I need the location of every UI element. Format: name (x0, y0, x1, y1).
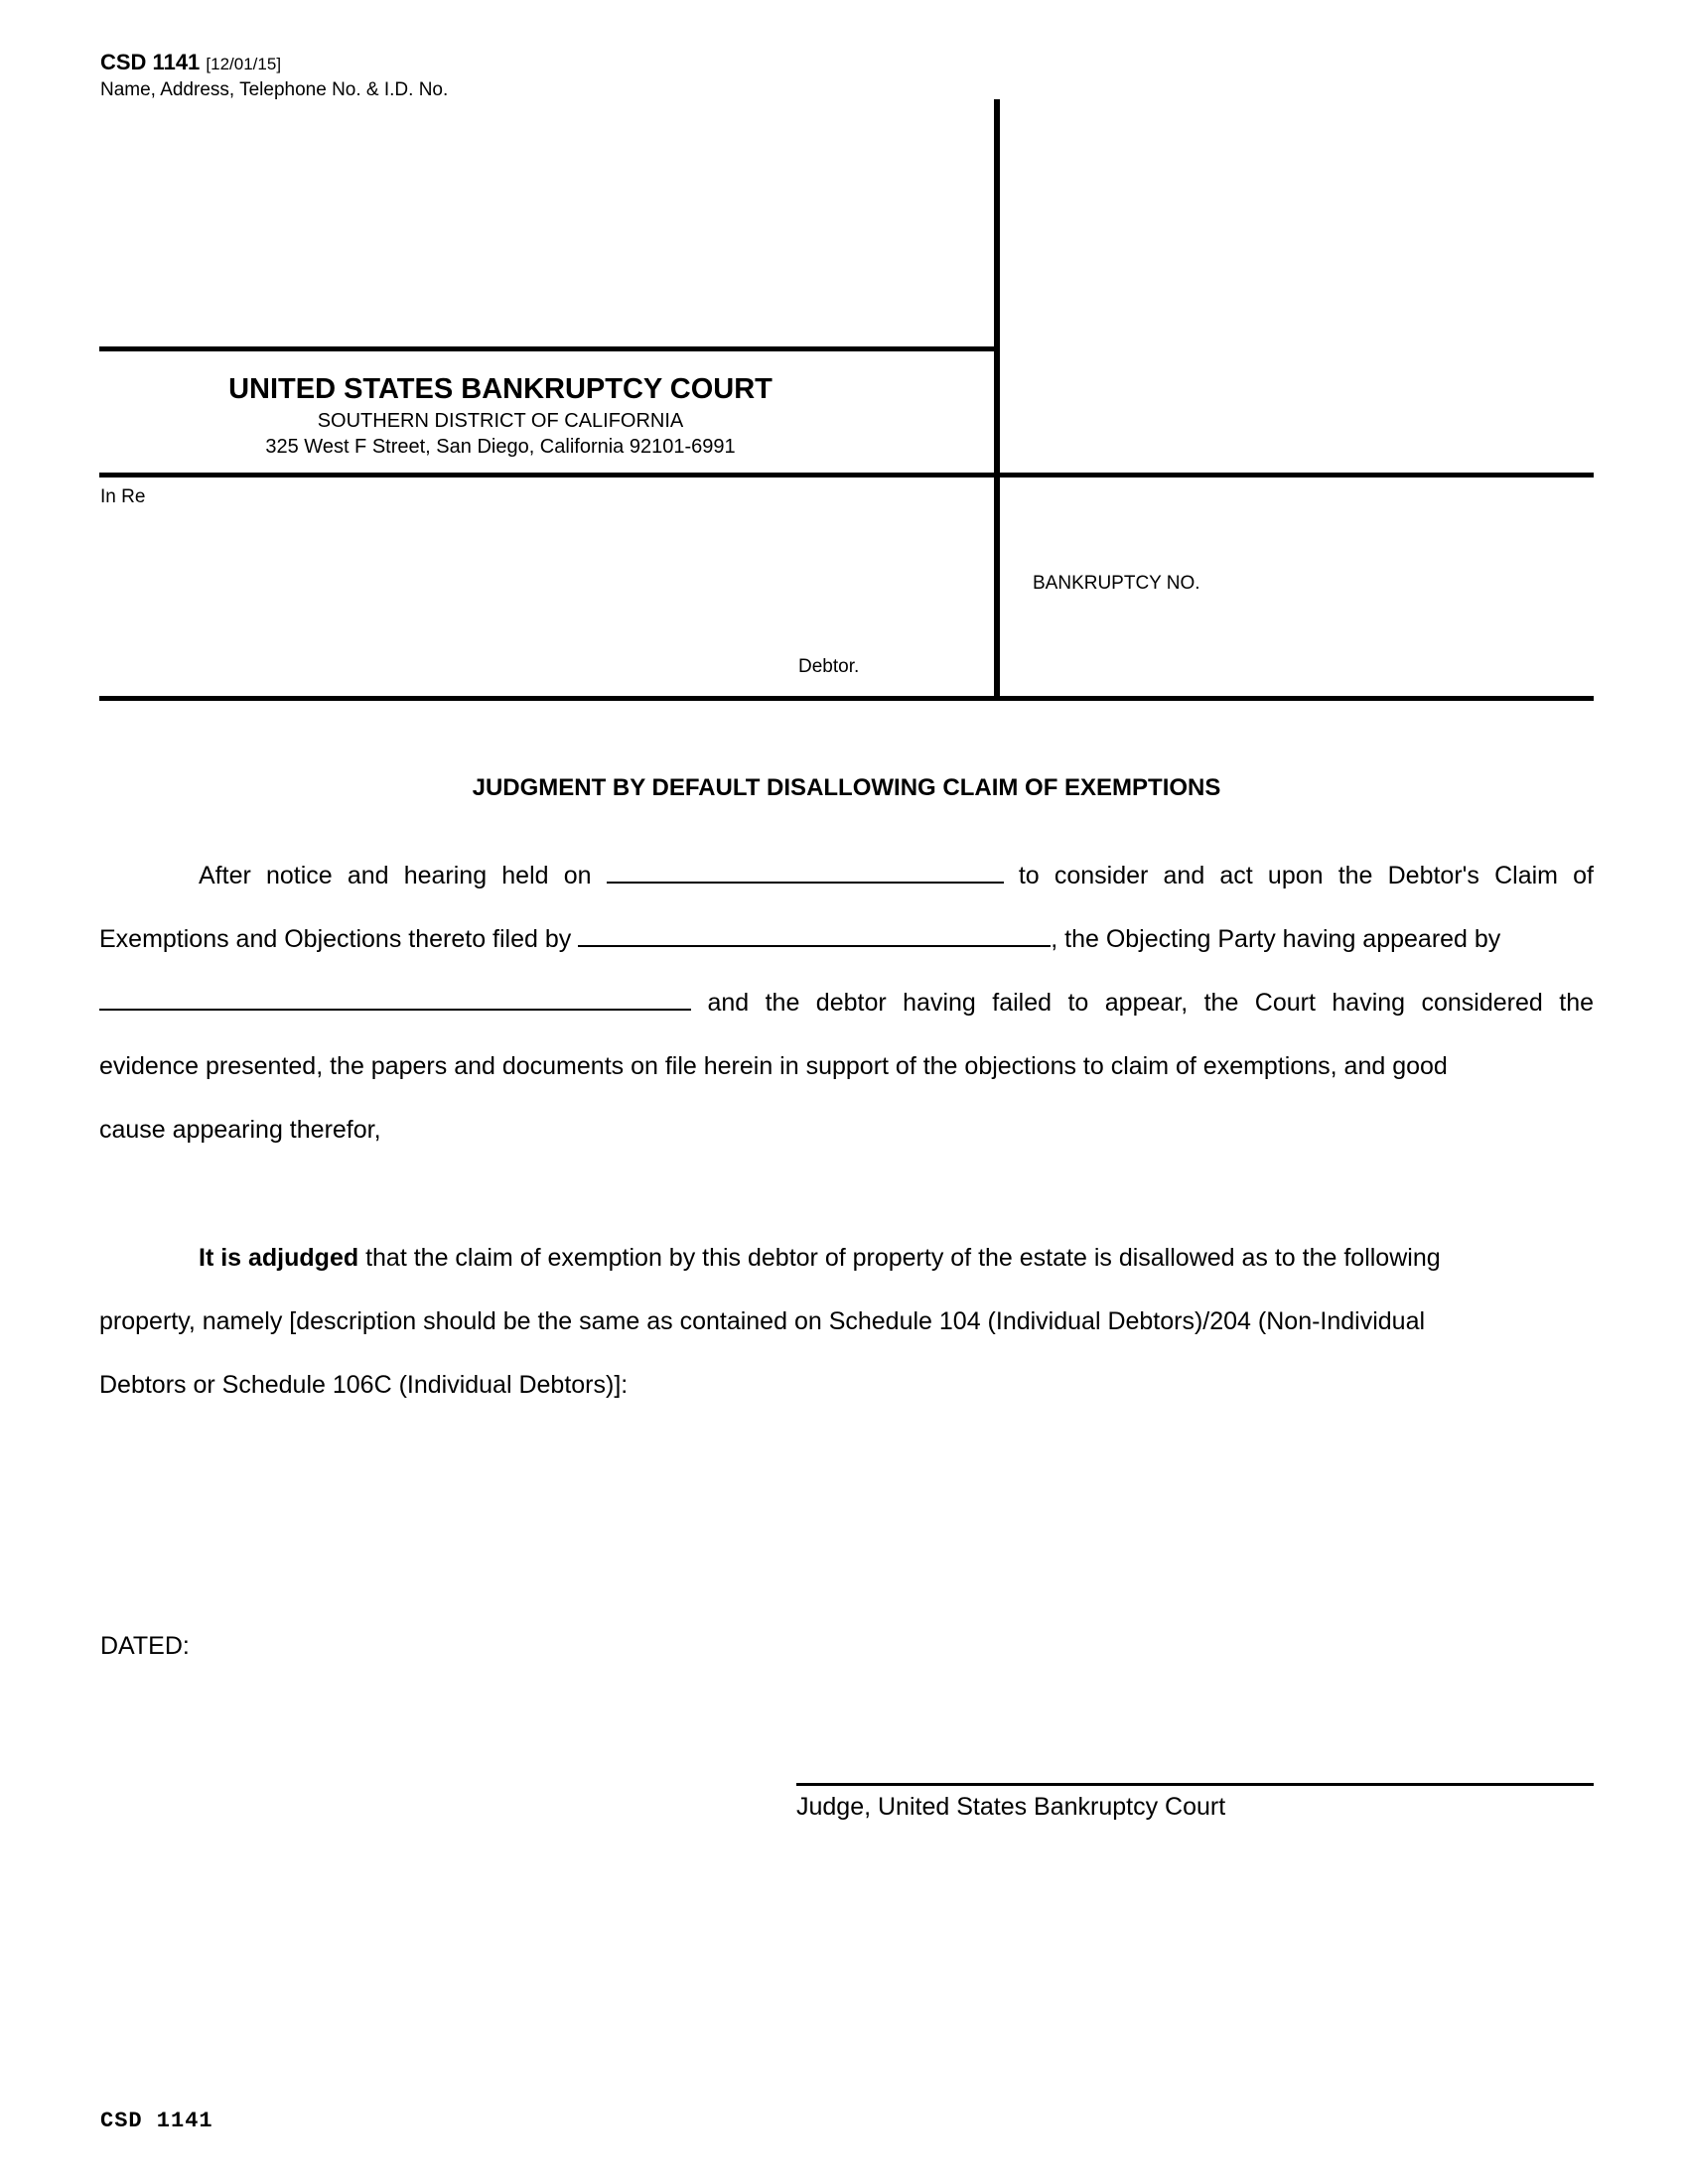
bankruptcy-no-label: BANKRUPTCY NO. (1033, 573, 1200, 594)
form-revision: [12/01/15] (206, 55, 282, 73)
paragraph1-line5: cause appearing therefor, (99, 1116, 381, 1144)
p1-line2-end: , the Objecting Party having appeared by (1051, 925, 1501, 953)
in-re-label: In Re (100, 486, 146, 507)
judge-label: Judge, United States Bankruptcy Court (796, 1793, 1226, 1821)
debtor-label: Debtor. (798, 656, 860, 677)
form-id-text: CSD 1141 (100, 50, 201, 74)
attorney-info-label: Name, Address, Telephone No. & I.D. No. (100, 79, 449, 100)
form-id (100, 50, 281, 75)
paragraph2-line2: property, namely [description should be the same as contained on Schedule 104 (Individual Debtors)/204 (Non-Individual (99, 1307, 1426, 1335)
divider-attorney-court (99, 346, 996, 351)
document-title: JUDGMENT BY DEFAULT DISALLOWING CLAIM OF EXEMPTIONS (472, 774, 1221, 801)
court-block (103, 372, 898, 460)
p2-line1-rest: that the claim of exemption by this debtor of property of the estate is disallowed as to the following (365, 1244, 1441, 1272)
appeared-by-field[interactable] (99, 989, 691, 1011)
paragraph1-line1 (99, 862, 1594, 890)
hearing-date-field[interactable] (607, 862, 1004, 884)
p1-line1-start: After notice and hearing held on (199, 862, 592, 889)
p1-line3-end: and the debtor having failed to appear, the Court having considered the (707, 989, 1595, 1017)
judge-signature-line[interactable] (796, 1783, 1594, 1786)
paragraph2-line3: Debtors or Schedule 106C (Individual Debtors)]: (99, 1371, 629, 1399)
divider-vertical (994, 99, 1000, 699)
p1-line2-start: Exemptions and Objections thereto filed by (99, 925, 572, 953)
court-address: 325 West F Street, San Diego, California 92101-6991 (265, 436, 736, 458)
objecting-party-field[interactable] (578, 925, 1051, 947)
paragraph1-line2 (99, 925, 1500, 954)
footer-form-id: CSD 1141 (100, 2109, 213, 2133)
paragraph1-line3 (99, 989, 1594, 1018)
court-name: UNITED STATES BANKRUPTCY COURT (228, 373, 773, 405)
dated-label: DATED: (100, 1632, 190, 1660)
paragraph1-line4: evidence presented, the papers and documents on file herein in support of the objections to claim of exemptions, and good (99, 1052, 1448, 1080)
it-is-adjudged: It is adjudged (199, 1244, 359, 1272)
divider-caption-bottom (99, 696, 1594, 701)
p1-line1-end: to consider and act upon the Debtor's Claim of (1018, 862, 1594, 889)
divider-court-inre (99, 473, 1594, 478)
paragraph2-line1 (99, 1244, 1441, 1273)
court-district: SOUTHERN DISTRICT OF CALIFORNIA (317, 410, 684, 432)
